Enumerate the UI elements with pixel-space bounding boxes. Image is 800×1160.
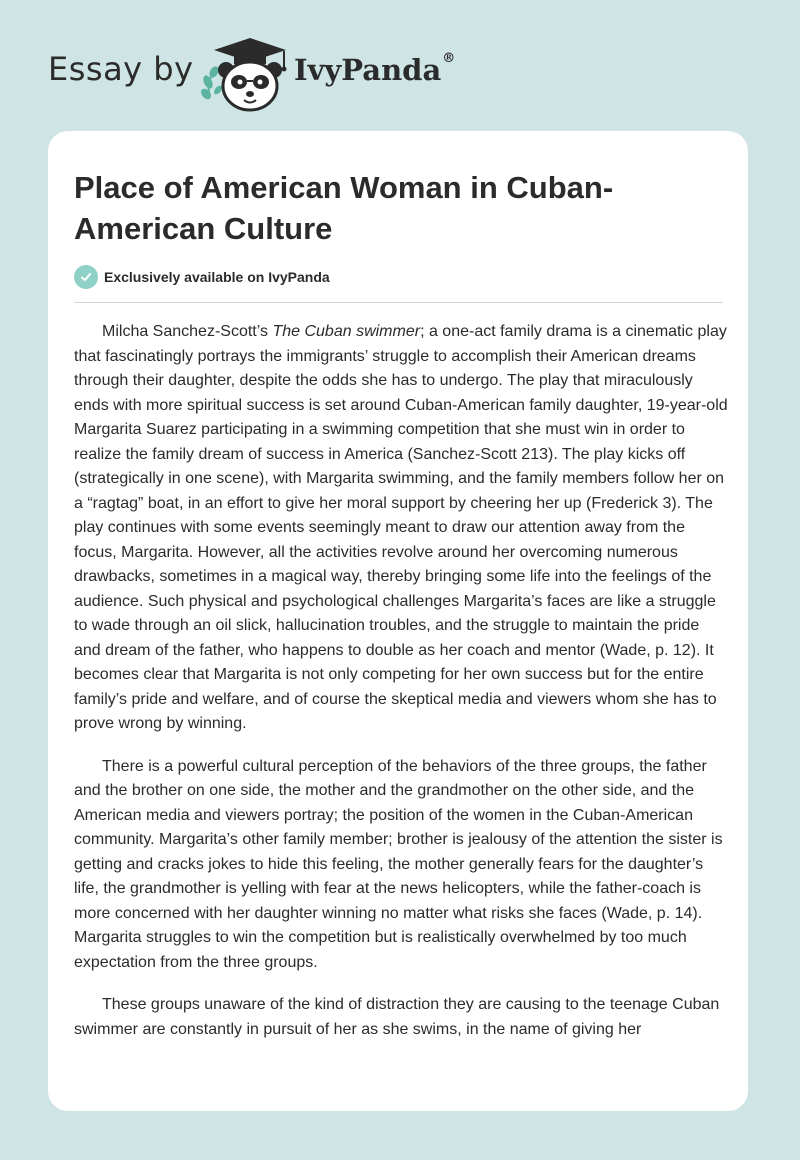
essay-body xyxy=(74,320,728,1060)
check-circle-icon xyxy=(74,265,98,289)
paragraph-2: There is a powerful cultural perception of the behaviors of the three groups, the father and the brother on one side, the mother and the grandmother on the other side, and the American media and viewers portray; the position of the women in the Cuban-American community. Margarita’s other family member; brother is jealousy of the attention the sister is getting and cracks jokes to hide this feeling, the mother generally fears for the daughter’s life, the grandmother is yelling with fear at the news helicopters, while the father-coach is more concerned with her daughter winning no matter what risks she faces (Wade, p. 14). Margarita struggles to win the competition but is realistically overwhelmed by too much expectation from the three groups. xyxy=(74,757,723,971)
title-divider xyxy=(74,302,723,303)
essay-card xyxy=(48,131,748,1111)
essay-title: Place of American Woman in Cuban-American Culture xyxy=(74,170,614,246)
brand-text: IvyPanda xyxy=(294,53,442,87)
paragraph-1-rest: ; a one-act family drama is a cinematic play that fascinatingly portrays the immigrants’ struggle to accomplish their American dreams through their daughter, despite the odds she has to undergo. The play that miraculously ends with more spiritual success is set around Cuban-American family daughter, 19-year-old Margarita Suarez participating in a swimming competition that she must win in order to realize the family dream of success in America (Sanchez-Scott 213). The play kicks off (strategically in one scene), with Margarita swimming, and the family members follow her on a “ragtag” boat, in an effort to give her moral support by cheering her up (Frederick 3). The play continues with some events seemingly meant to draw our attention away from the focus, Margarita. However, all the activities revolve around her overcoming numerous drawbacks, sometimes in a magical way, thereby bringing some life into the feelings of the audience. Such physical and psychological challenges Margarita’s faces are like a struggle to wade through an oil slick, hallucination troubles, and the struggle to maintain the pride and dream of the father, who happens to double as her coach and mentor (Wade, p. 12). It becomes clear that Margarita is not only competing for her own success but for the entire family’s pride and welfare, and of course the skeptical media and viewers whom she has to prove wrong by winning. xyxy=(74,323,728,732)
paragraph-1 xyxy=(74,320,728,737)
play-title: The Cuban swimmer xyxy=(272,323,421,340)
site-header xyxy=(0,0,800,120)
paragraph-3: These groups unaware of the kind of distraction they are causing to the teenage Cuban swimmer are constantly in pursuit of her as she swims, in the name of giving her xyxy=(74,996,720,1038)
brand-name[interactable] xyxy=(294,53,454,87)
paragraph-1-lead: Milcha Sanchez-Scott’s xyxy=(102,323,273,340)
exclusive-badge-text: Exclusively available on IvyPanda xyxy=(104,269,330,285)
exclusive-badge xyxy=(74,264,330,290)
panda-logo-icon[interactable] xyxy=(200,34,300,114)
registered-mark: ® xyxy=(442,51,456,66)
essay-by-label: Essay by xyxy=(48,50,194,88)
